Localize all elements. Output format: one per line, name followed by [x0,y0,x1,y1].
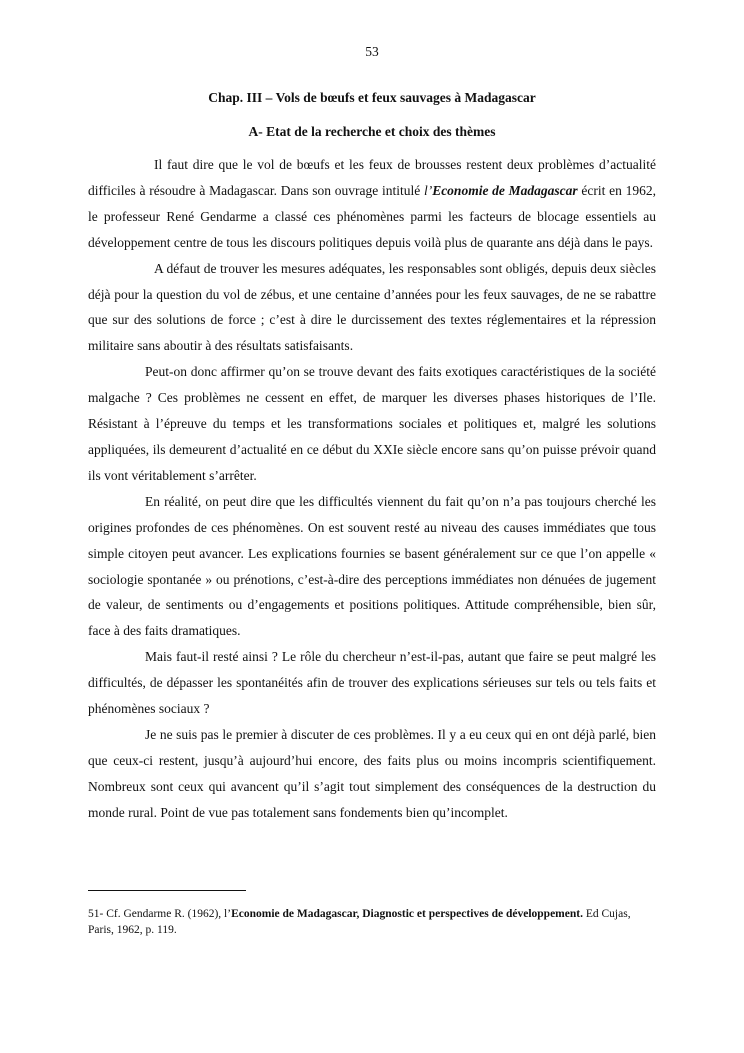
footnote [88,906,658,938]
paragraph-1 [88,152,656,256]
paragraph-4: En réalité, on peut dire que les difficultés viennent du fait qu’on n’a pas toujours cherché les origines profondes de ces phénomènes. On est souvent resté au niveau des causes immédiates que tous simple citoyen peut avancer. Les explications fournies se basent généralement sur ce que l’on appelle « sociologie spontanée » ou prénotions, c’est-à-dire des perceptions immédiates non dénuées de jugement de valeur, de sentiments ou d’engagements et positions politiques. Attitude compréhensible, bien sûr, face à des faits dramatiques. [88,493,656,639]
body-text [88,152,656,826]
paragraph-5: Mais faut-il resté ainsi ? Le rôle du chercheur n’est-il-pas, autant que faire se peut malgré les difficultés, de dépasser les spontanéités afin de trouver des explications sérieuses sur tels ou tels faits et phénomènes sociaux ? [88,649,656,717]
paragraph-2: A défaut de trouver les mesures adéquates, les responsables sont obligés, depuis deux siècles déjà pour la question du vol de zébus, et une centaine d’années pour les feux sauvages, de ne se rabattre que sur des solutions de force ; c’est à dire le durcissement des textes réglementaires et la répression militaire sans aboutir à des résultats satisfaisants. [88,260,656,354]
footnote-prefix: 51- Cf. Gendarme R. (1962), l’ [88,908,232,920]
section-title: A- Etat de la recherche et choix des thèmes [248,124,496,139]
paragraph-1-text-b: écrit en 1962, le professeur René Gendarme a classé ces phénomènes parmi les facteurs de blocage essentiels au développement centre de tous les discours politiques depuis voilà plus de quarante ans déjà dans le pays. [88,182,656,250]
chapter-title: Chap. III – Vols de bœufs et feux sauvages à Madagascar [208,90,536,105]
paragraph-1-text-a: Il faut dire que le vol de bœufs et les feux de brousses restent deux problèmes d’actualité difficiles à résoudre à Madagascar. Dans son ouvrage intitulé [88,157,656,198]
footnote-suffix: Ed Cujas, Paris, 1962, p. 119. [88,908,631,936]
paragraph-1-book-title: Economie de Madagascar [432,182,578,198]
paragraph-1-article: l’ [423,182,433,198]
paragraph-3: Peut-on donc affirmer qu’on se trouve devant des faits exotiques caractéristiques de la société malgache ? Ces problèmes ne cessent en effet, de marquer les diverses phases historiques de l’Ile. Résistant à l’épreuve du temps et les transformations sociales et politiques et, malgré les solutions appliquées, ils demeurent d’actualité en ce début du XXIe siècle encore sans qu’on puisse prévoir quand ils vont véritablement s’arrêter. [88,364,656,483]
footnote-separator [88,890,246,891]
paragraph-6: Je ne suis pas le premier à discuter de ces problèmes. Il y a eu ceux qui en ont déjà parlé, bien que ceux-ci restent, jusqu’à aujourd’hui encore, des faits plus ou moins incompris scientifiquement. Nombreux sont ceux qui avancent qu’il s’agit tout simplement des conséquences de la destruction du monde rural. Point de vue pas totalement sans fondements bien qu’incomplet. [88,726,656,820]
page-number: 53 [365,44,379,59]
footnote-title: Economie de Madagascar, Diagnostic et perspectives de développement. [231,908,583,920]
